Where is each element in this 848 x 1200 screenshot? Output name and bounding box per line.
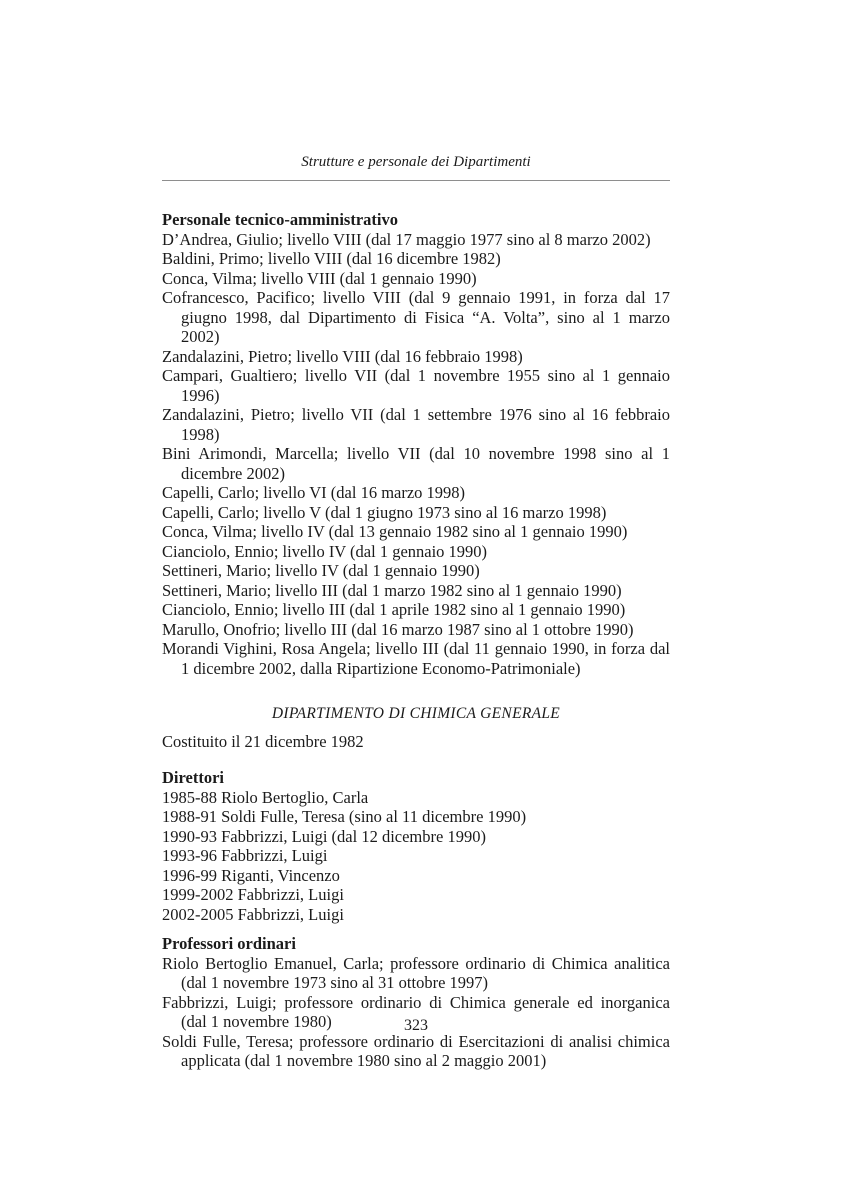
direttori-entry: 1999-2002 Fabbrizzi, Luigi — [162, 885, 344, 904]
personale-entry: Settineri, Mario; livello IV (dal 1 gennaio 1990) — [162, 561, 480, 580]
personale-entry: Zandalazini, Pietro; livello VIII (dal 16 febbraio 1998) — [162, 346, 523, 366]
direttori-entry: 1990-93 Fabbrizzi, Luigi (dal 12 dicembre 1990) — [162, 826, 486, 846]
professori-entry: Fabbrizzi, Luigi; professore ordinario di Chimica generale ed inorganica (dal 1 novembre 1980) — [162, 992, 670, 1031]
direttori-entry: 1988-91 Soldi Fulle, Teresa (sino al 11 dicembre 1990) — [162, 807, 527, 826]
text-block — [162, 152, 670, 1071]
personale-entry: Settineri, Mario; livello III (dal 1 marzo 1982 sino al 1 gennaio 1990) — [162, 580, 622, 600]
personale-heading: Personale tecnico-amministrativo — [162, 210, 398, 229]
personale-entry: Morandi Vighini, Rosa Angela; livello III (dal 11 gennaio 1990, in forza dal 1 dicembre 2002, dalla Ripartizione Economo-Patrimoniale) — [162, 639, 670, 678]
personale-entry: Conca, Vilma; livello VIII (dal 1 gennaio 1990) — [162, 268, 477, 288]
professori-heading: Professori ordinari — [162, 934, 296, 953]
professori-entry: Soldi Fulle, Teresa; professore ordinario di Esercitazioni di analisi chimica applicata (dal 1 novembre 1980 sino al 2 maggio 2001) — [162, 1031, 670, 1070]
personale-entries — [162, 230, 670, 679]
personale-entry: Cianciolo, Ennio; livello IV (dal 1 gennaio 1990) — [162, 541, 488, 561]
header-rule — [162, 180, 670, 181]
direttori-entry: 1985-88 Riolo Bertoglio, Carla — [162, 787, 369, 807]
personale-entry: Capelli, Carlo; livello VI (dal 16 marzo 1998) — [162, 483, 466, 502]
direttori-entries — [162, 788, 670, 925]
running-header: Strutture e personale dei Dipartimenti — [301, 154, 531, 170]
direttori-entry: 1996-99 Riganti, Vincenzo — [162, 865, 340, 885]
personale-entry: Cofrancesco, Pacifico; livello VIII (dal 9 gennaio 1991, in forza dal 17 giugno 1998, dal Dipartimento di Fisica “A. Volta”, sino al 1 marzo 2002) — [162, 288, 670, 346]
direttori-entry: 2002-2005 Fabbrizzi, Luigi — [162, 904, 344, 924]
personale-entry: Capelli, Carlo; livello V (dal 1 giugno 1973 sino al 16 marzo 1998) — [162, 502, 607, 522]
professori-entries — [162, 954, 670, 1071]
section-direttori — [162, 768, 670, 924]
personale-entry: Conca, Vilma; livello IV (dal 13 gennaio 1982 sino al 1 gennaio 1990) — [162, 522, 628, 541]
direttori-heading: Direttori — [162, 768, 224, 787]
professori-entry: Riolo Bertoglio Emanuel, Carla; professore ordinario di Chimica analitica (dal 1 novembre 1973 sino al 31 ottobre 1997) — [162, 953, 670, 992]
department-constitution-date: Costituito il 21 dicembre 1982 — [162, 731, 364, 751]
personale-entry: Baldini, Primo; livello VIII (dal 16 dicembre 1982) — [162, 249, 501, 268]
personale-entry: Bini Arimondi, Marcella; livello VII (dal 10 novembre 1998 sino al 1 dicembre 2002) — [162, 444, 670, 483]
section-personale-tecnico — [162, 210, 670, 678]
department-title: DIPARTIMENTO DI CHIMICA GENERALE — [271, 705, 561, 722]
personale-entry: Marullo, Onofrio; livello III (dal 16 marzo 1987 sino al 1 ottobre 1990) — [162, 619, 634, 639]
section-professori-ordinari — [162, 934, 670, 1071]
direttori-entry: 1993-96 Fabbrizzi, Luigi — [162, 846, 328, 865]
personale-entry: Cianciolo, Ennio; livello III (dal 1 aprile 1982 sino al 1 gennaio 1990) — [162, 600, 626, 619]
personale-entry: D’Andrea, Giulio; livello VIII (dal 17 maggio 1977 sino al 8 marzo 2002) — [162, 229, 651, 249]
personale-entry: Zandalazini, Pietro; livello VII (dal 1 settembre 1976 sino al 16 febbraio 1998) — [162, 405, 670, 444]
personale-entry: Campari, Gualtiero; livello VII (dal 1 novembre 1955 sino al 1 gennaio 1996) — [162, 366, 670, 405]
page-number: 323 — [404, 1017, 428, 1034]
